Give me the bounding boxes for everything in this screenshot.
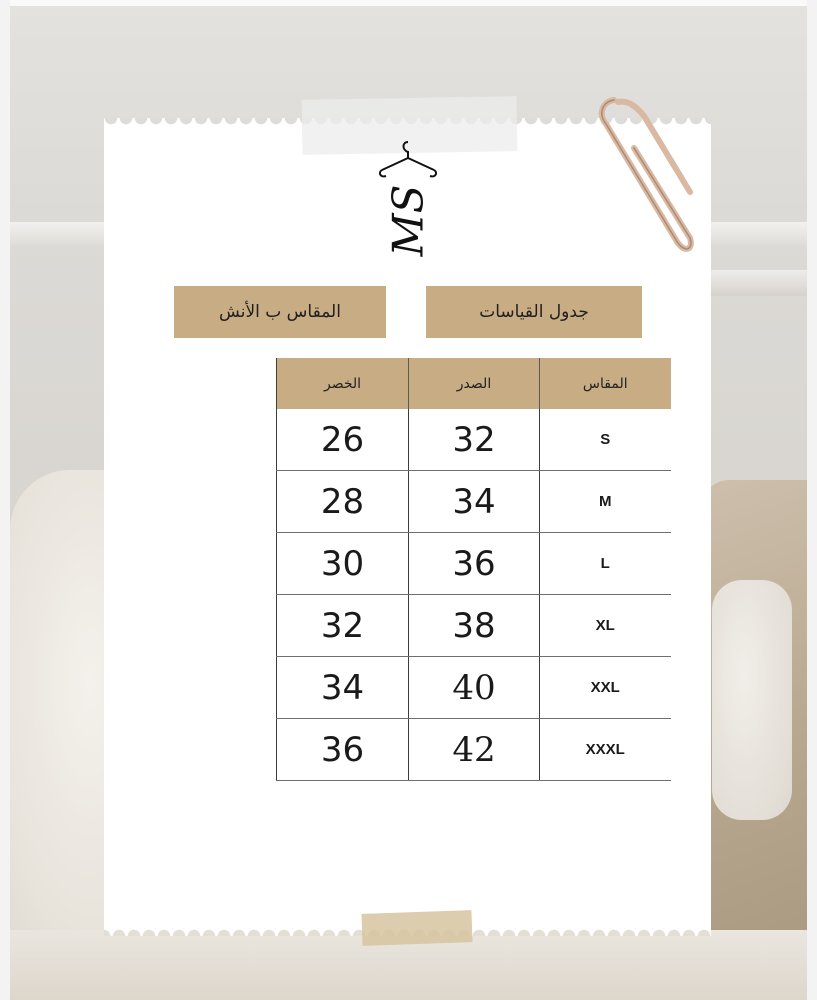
chest-cell: 36: [409, 533, 540, 595]
brand-logo: [372, 136, 444, 270]
frame-edge-left: [0, 0, 10, 1000]
table-header-row: [277, 358, 671, 409]
chest-cell: 32: [409, 409, 540, 471]
clothing-rail-right: [707, 270, 807, 296]
frame-edge-top: [0, 0, 817, 6]
size-chart-title: جدول القياسات: [426, 286, 642, 338]
size-cell: XXXL: [540, 719, 671, 781]
size-cell: XL: [540, 595, 671, 657]
header-chest: الصدر: [409, 358, 540, 409]
frame-edge-right: [807, 0, 817, 1000]
header-waist: الخصر: [277, 358, 409, 409]
table-row: [277, 719, 671, 781]
size-in-inches-label: المقاس ب الأنش: [174, 286, 386, 338]
size-cell: XXL: [540, 657, 671, 719]
paperclip-icon: [594, 92, 702, 262]
chest-cell: 40: [409, 657, 540, 719]
size-cell: M: [540, 471, 671, 533]
size-cell: S: [540, 409, 671, 471]
table-row: [277, 595, 671, 657]
waist-cell: 34: [277, 657, 409, 719]
chest-cell: 34: [409, 471, 540, 533]
table-row: [277, 471, 671, 533]
table-row: [277, 533, 671, 595]
waist-cell: 36: [277, 719, 409, 781]
size-table: [276, 358, 671, 781]
logo-monogram: MS: [383, 184, 433, 257]
size-cell: L: [540, 533, 671, 595]
white-sweater: [712, 580, 792, 820]
waist-cell: 28: [277, 471, 409, 533]
table-row: [277, 657, 671, 719]
waist-cell: 32: [277, 595, 409, 657]
chest-cell: 42: [409, 719, 540, 781]
table-row: [277, 409, 671, 471]
waist-cell: 26: [277, 409, 409, 471]
waist-cell: 30: [277, 533, 409, 595]
tape-strip-bottom: [361, 910, 472, 946]
chest-cell: 38: [409, 595, 540, 657]
header-size: المقاس: [540, 358, 671, 409]
